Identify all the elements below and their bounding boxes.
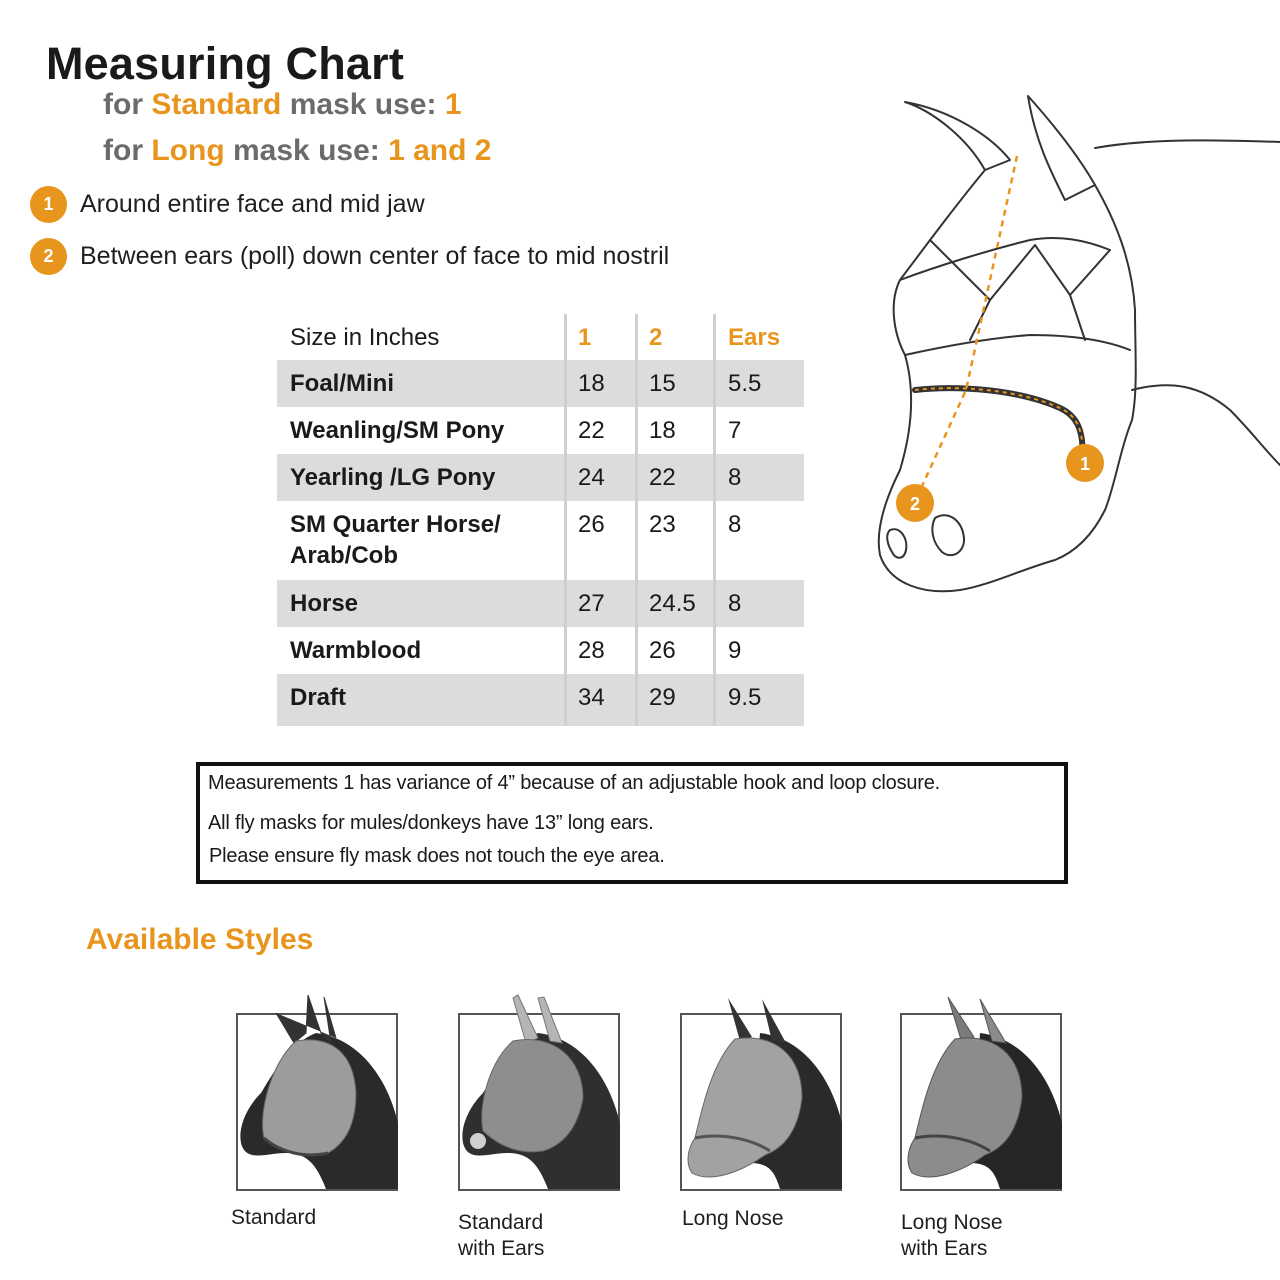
- horse-photo-icon: [236, 1013, 396, 1189]
- size-table: [277, 314, 804, 726]
- measure-2-path: [918, 156, 1017, 495]
- neck-line: [1132, 385, 1280, 465]
- size-name: Horse: [290, 590, 359, 617]
- measure-1-path: [915, 388, 1083, 462]
- long-mask-line: [103, 134, 491, 168]
- page-title: Measuring Chart: [46, 38, 405, 89]
- measure-1-value: 27: [578, 590, 605, 617]
- standard-value: 1: [444, 88, 462, 121]
- nostril: [932, 515, 964, 555]
- column-divider: [564, 314, 567, 726]
- measure-2-value: 23: [649, 511, 676, 538]
- standard-middle: mask use:: [289, 88, 437, 121]
- table-row: [277, 454, 804, 501]
- ears-value: 8: [728, 590, 742, 617]
- horse-photo-icon: [900, 1013, 1060, 1189]
- long-middle: mask use:: [233, 134, 380, 167]
- noseband-strap: [915, 388, 1083, 462]
- horse-photo-icon: [458, 1013, 618, 1189]
- size-name: Draft: [290, 684, 347, 711]
- measure-1-value: 34: [578, 684, 605, 711]
- note-eye-area: Please ensure fly mask does not touch the eye area.: [209, 845, 665, 867]
- mask-seam: [905, 335, 1130, 355]
- header-ears: Ears: [728, 324, 781, 351]
- style-image-long-nose: [680, 1013, 842, 1191]
- measure-1-value: 22: [578, 417, 605, 444]
- table-row: [277, 674, 804, 726]
- measure-1-value: 28: [578, 637, 605, 664]
- ears-value: 9.5: [728, 684, 762, 711]
- note-variance: Measurements 1 has variance of 4” because of an adjustable hook and loop closure.: [208, 772, 941, 794]
- available-styles-title: Available Styles: [86, 923, 314, 956]
- measure-2-value: 26: [649, 637, 676, 664]
- standard-mask-line: [103, 88, 462, 122]
- table-row: [277, 580, 804, 627]
- note-mules: All fly masks for mules/donkeys have 13” long ears.: [208, 812, 654, 834]
- horse-head-diagram: [870, 90, 1280, 610]
- style-label-line1: Standard: [231, 1206, 317, 1229]
- nostril: [887, 529, 906, 558]
- horse-photo-icon: [680, 1013, 840, 1189]
- step-number-badge: 1: [30, 186, 67, 223]
- long-highlight: Long: [151, 134, 225, 167]
- size-name: Warmblood: [290, 637, 422, 664]
- size-name: Yearling /LG Pony: [290, 464, 496, 491]
- mask-seam: [900, 238, 1110, 280]
- measure-2-value: 22: [649, 464, 676, 491]
- column-divider: [713, 314, 716, 726]
- long-prefix: for: [103, 134, 143, 167]
- ears-value: 5.5: [728, 370, 762, 397]
- marker-2-label: 2: [909, 494, 921, 514]
- step-text: Between ears (poll) down center of face to mid nostril: [80, 242, 670, 270]
- head-outline: [879, 170, 1136, 591]
- long-value: 1 and 2: [388, 134, 492, 167]
- measure-1-value: 18: [578, 370, 605, 397]
- style-label-line2: with Ears: [458, 1237, 545, 1260]
- table-header-row: [277, 314, 804, 360]
- measurement-step-2: [30, 238, 669, 275]
- ears-value: 8: [728, 511, 742, 538]
- header-size: Size in Inches: [290, 324, 440, 351]
- style-image-long-nose-with-ears: [900, 1013, 1062, 1191]
- style-label-line1: Long Nose: [901, 1211, 1003, 1234]
- notes-box: [196, 762, 1068, 884]
- measure-2-value: 24.5: [649, 590, 696, 617]
- style-label-standard-with-ears: [458, 1210, 544, 1262]
- header-measure-1: 1: [578, 324, 592, 351]
- table-row: [277, 360, 804, 407]
- style-label-long-nose: [682, 1206, 784, 1232]
- marker-1-label: 1: [1079, 454, 1091, 474]
- measure-1-value: 26: [578, 511, 605, 538]
- measure-2-value: 29: [649, 684, 676, 711]
- step-number-badge: 2: [30, 238, 67, 275]
- size-name: Weanling/SM Pony: [290, 417, 505, 444]
- style-label-line1: Standard: [458, 1211, 544, 1234]
- style-label-line2: with Ears: [901, 1237, 988, 1260]
- mane-line: [1095, 140, 1280, 148]
- ears-value: 8: [728, 464, 742, 491]
- table-row: [277, 501, 804, 580]
- size-name-line1: SM Quarter Horse/: [290, 511, 501, 538]
- standard-prefix: for: [103, 88, 143, 121]
- measurement-step-1: [30, 186, 425, 223]
- header-measure-2: 2: [649, 324, 663, 351]
- size-name: [277, 501, 565, 580]
- style-image-standard-with-ears: [458, 1013, 620, 1191]
- size-name: Foal/Mini: [290, 370, 394, 397]
- ears-value: 7: [728, 417, 742, 444]
- measure-2-value: 15: [649, 370, 676, 397]
- column-divider: [635, 314, 638, 726]
- right-ear: [1028, 96, 1095, 200]
- left-ear: [905, 102, 1010, 170]
- measure-1-value: 24: [578, 464, 605, 491]
- mask-seam: [1070, 295, 1085, 340]
- measure-2-value: 18: [649, 417, 676, 444]
- style-image-standard: [236, 1013, 398, 1191]
- step-text: Around entire face and mid jaw: [80, 190, 425, 218]
- table-row: [277, 627, 804, 674]
- ears-value: 9: [728, 637, 742, 664]
- style-label-long-nose-with-ears: [901, 1210, 1003, 1262]
- style-label-line1: Long Nose: [682, 1207, 784, 1230]
- mask-seam: [930, 240, 1110, 300]
- size-name-line2: Arab/Cob: [290, 542, 398, 569]
- standard-highlight: Standard: [151, 88, 282, 121]
- table-row: [277, 407, 804, 454]
- style-label-standard: [231, 1205, 316, 1231]
